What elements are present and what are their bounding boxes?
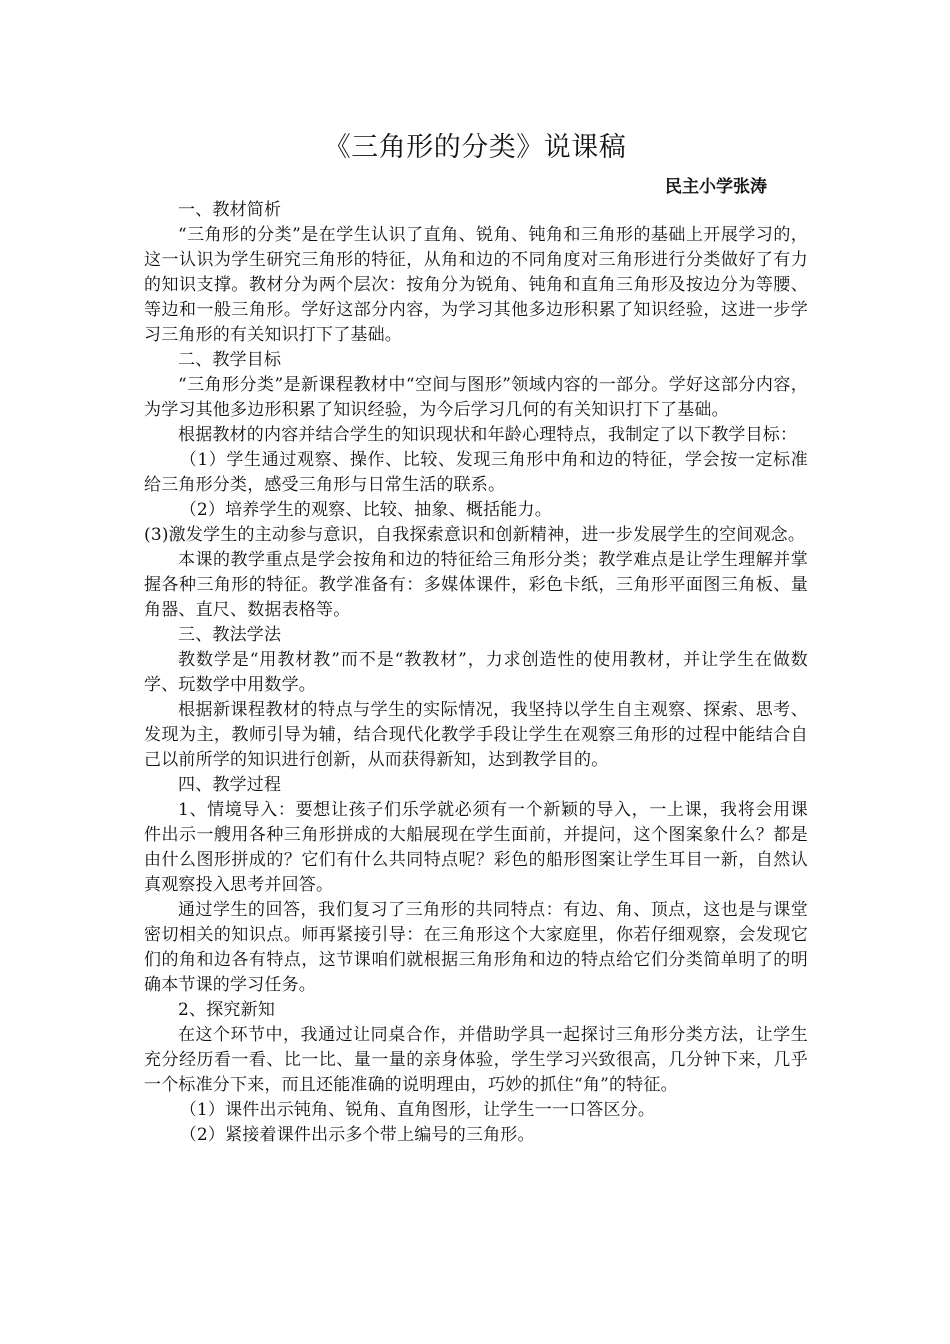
heading-teaching-goals: 二、教学目标: [178, 350, 282, 370]
list-item: （2）培养学生的观察、比较、抽象、概括能力。: [179, 500, 552, 520]
list-item: （1）课件出示钝角、锐角、直角图形，让学生一一口答区分。: [179, 1100, 656, 1120]
document-body: [144, 198, 808, 1148]
list-item: （1）学生通过观察、操作、比较、发现三角形中角和边的特征，学会按一定标准给三角形分类，感受三角形与日常生活的联系。: [144, 450, 808, 495]
paragraph: 本课的教学重点是学会按角和边的特征给三角形分类；教学难点是让学生理解并掌握各种三角形的特征。教学准备有：多媒体课件，彩色卡纸，三角形平面图三角板、量角器、直尺、数据表格等。: [144, 550, 808, 620]
list-item: (3)激发学生的主动参与意识，自我探索意识和创新精神，进一步发展学生的空间观念。: [144, 525, 806, 545]
paragraph: 根据教材的内容并结合学生的知识现状和年龄心理特点，我制定了以下教学目标：: [178, 425, 798, 445]
paragraph: 在这个环节中，我通过让同桌合作，并借助学具一起探讨三角形分类方法，让学生充分经历看一看、比一比、量一量的亲身体验，学生学习兴致很高，几分钟下来，几乎一个标准分下来，而且还能准确的说明理由，巧妙的抓住“角”的特征。: [144, 1025, 808, 1095]
paragraph: “三角形分类”是新课程教材中“空间与图形”领域内容的一部分。学好这部分内容，为学习其他多边形积累了知识经验，为今后学习几何的有关知识打下了基础。: [144, 375, 808, 420]
heading-textbook-analysis: 一、教材简析: [178, 200, 282, 220]
paragraph: 教数学是“用教材教”而不是“教教材”，力求创造性的使用教材，并让学生在做数学、玩数学中用数学。: [144, 650, 808, 695]
paragraph: “三角形的分类”是在学生认识了直角、锐角、钝角和三角形的基础上开展学习的，这一认识为学生研究三角形的特征，从角和边的不同角度对三角形进行分类做好了有力的知识支撑。教材分为两个层次：按角分为锐角、钝角和直角三角形及按边分为等腰、等边和一般三角形。学好这部分内容，为学习其他多边形积累了知识经验，这进一步学习三角形的有关知识打下了基础。: [144, 225, 808, 345]
paragraph: 通过学生的回答，我们复习了三角形的共同特点：有边、角、顶点，这也是与课堂密切相关的知识点。师再紧接引导：在三角形这个大家庭里，你若仔细观察，会发现它们的角和边各有特点，这节课咱们就根据三角形角和边的特点给它们分类简单明了的明确本节课的学习任务。: [144, 900, 808, 995]
paragraph: 1、情境导入：要想让孩子们乐学就必须有一个新颖的导入，一上课，我将会用课件出示一艘用各种三角形拼成的大船展现在学生面前，并提问，这个图案象什么？都是由什么图形拼成的？它们有什么共同特点呢？彩色的船形图案让学生耳目一新，自然认真观察投入思考并回答。: [144, 800, 808, 895]
list-item: （2）紧接着课件出示多个带上编号的三角形。: [179, 1125, 535, 1145]
heading-methods: 三、教法学法: [178, 625, 282, 645]
document-title: 《三角形的分类》说课稿: [323, 132, 627, 163]
author-line: 民主小学张涛: [665, 177, 767, 197]
paragraph: 根据新课程教材的特点与学生的实际情况，我坚持以学生自主观察、探索、思考、发现为主，教师引导为辅，结合现代化教学手段让学生在观察三角形的过程中能结合自己以前所学的知识进行创新，从而获得新知，达到教学目的。: [144, 700, 808, 770]
heading-teaching-process: 四、教学过程: [178, 775, 282, 795]
heading-explore: 2、探究新知: [178, 1000, 276, 1020]
